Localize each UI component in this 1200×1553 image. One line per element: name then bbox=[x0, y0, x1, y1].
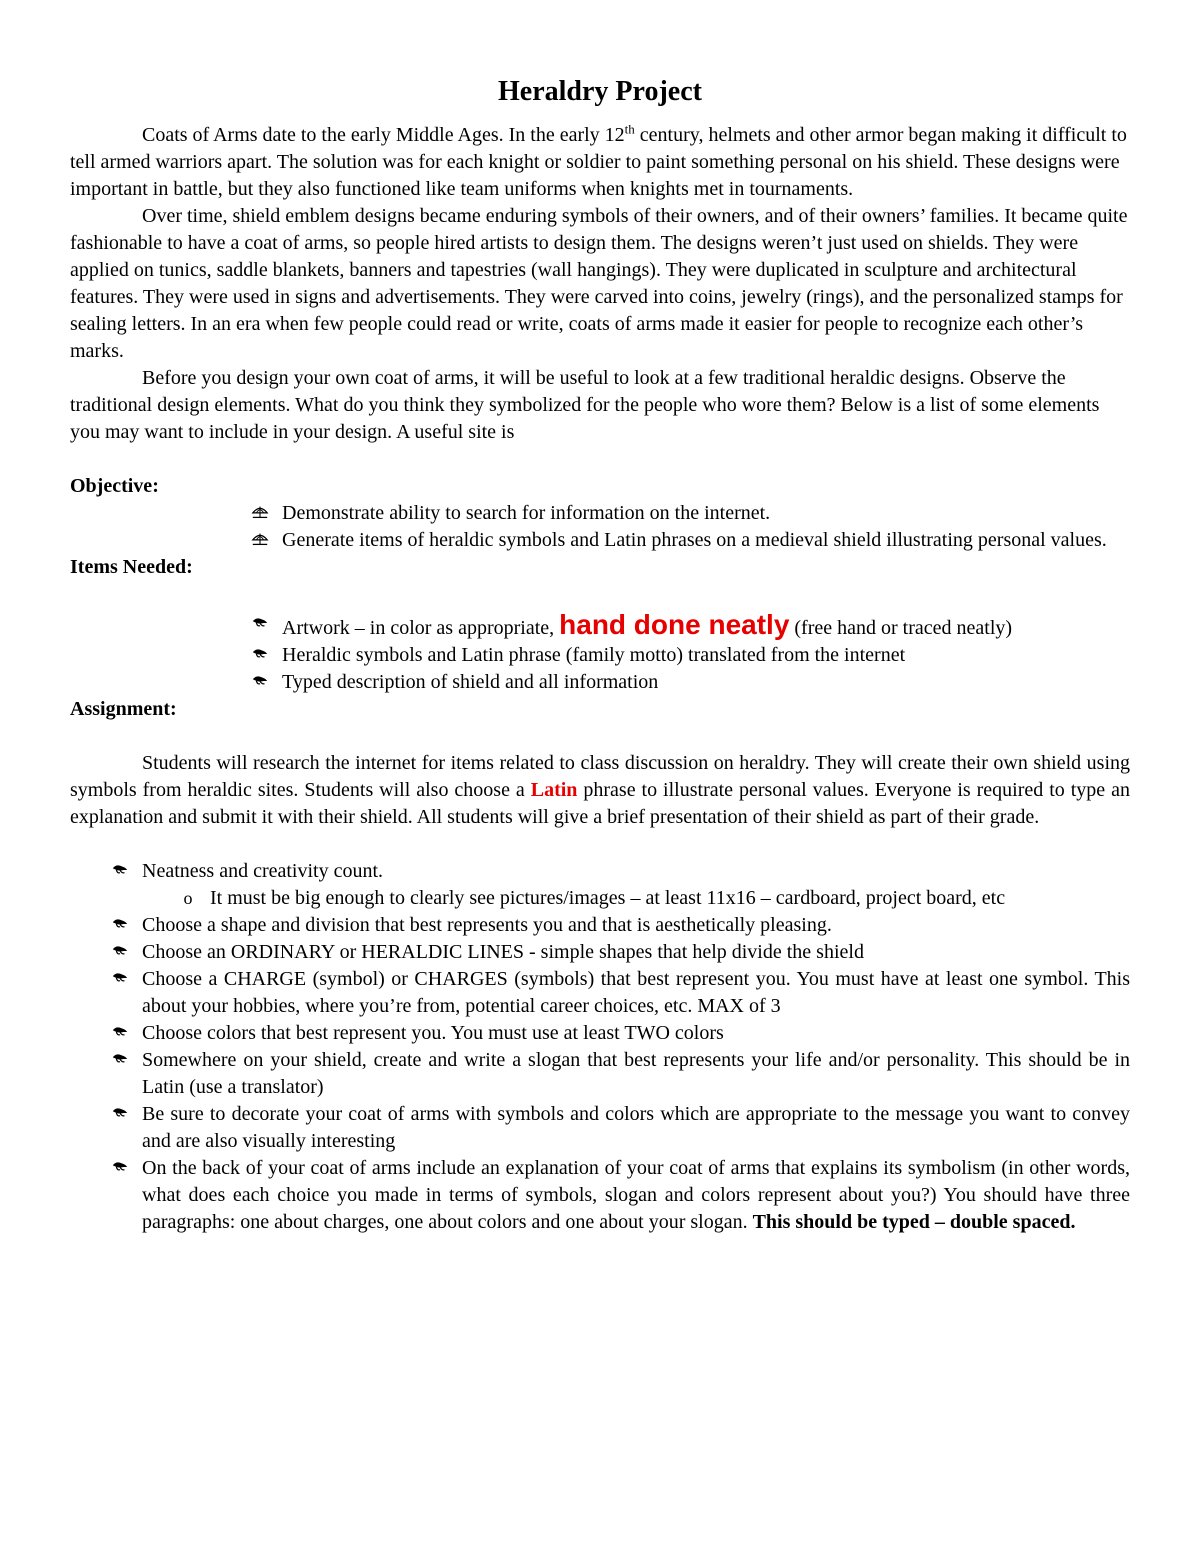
umbrella-icon bbox=[248, 527, 272, 554]
page-title: Heraldry Project bbox=[498, 76, 702, 107]
assignment-list bbox=[70, 858, 1130, 885]
list-item bbox=[70, 1047, 1130, 1101]
items-needed-heading: Items Needed: bbox=[70, 556, 193, 578]
objective-list bbox=[70, 500, 1130, 554]
mouse-icon bbox=[108, 858, 132, 885]
circle-bullet-icon: o bbox=[183, 888, 193, 908]
item-text: Artwork – in color as appropriate, bbox=[282, 617, 560, 639]
objective-item-text: Generate items of heraldic symbols and Latin phrases on a medieval shield illustrating personal values. bbox=[282, 529, 1107, 551]
list-item bbox=[70, 885, 1130, 912]
document-page bbox=[70, 70, 1130, 1236]
assignment-heading: Assignment: bbox=[70, 698, 177, 720]
umbrella-icon bbox=[248, 500, 272, 527]
list-item bbox=[70, 1020, 1130, 1047]
mouse-icon bbox=[108, 1047, 132, 1074]
intro-p1-text-cont: century, helmets and other armor began making it difficult to tell armed warriors apart. The solution was for each knight or soldier to paint something personal on his shield. These designs were important in battle, but they also functioned like team uniforms when knights met in tournaments. bbox=[70, 124, 1127, 200]
mouse-icon bbox=[248, 669, 272, 696]
bullet-text: Be sure to decorate your coat of arms with symbols and colors which are appropriate to the message you want to convey and are also visually interesting bbox=[142, 1103, 1130, 1152]
spacer bbox=[70, 446, 1130, 473]
highlight-text: Latin bbox=[530, 779, 578, 801]
intro-paragraph-3: Before you design your own coat of arms, it will be useful to look at a few traditional heraldic designs. Observe the traditional design elements. What do you think they symbolized for the people who wore them? Below is a list of some elements you may want to include in your design. A useful site is bbox=[70, 367, 1100, 443]
bold-text: This should be typed – double spaced. bbox=[752, 1211, 1076, 1233]
mouse-icon bbox=[108, 966, 132, 993]
bullet-text: Choose a shape and division that best represents you and that is aesthetically pleasing. bbox=[142, 914, 832, 936]
mouse-icon bbox=[108, 939, 132, 966]
list-item bbox=[70, 966, 1130, 1020]
list-item bbox=[70, 611, 1130, 642]
objective-item-text: Demonstrate ability to search for information on the internet. bbox=[282, 502, 771, 524]
intro-paragraph-1 bbox=[70, 122, 1130, 203]
assignment-sublist bbox=[70, 885, 1130, 912]
assignment-text-cont: phrase to illustrate personal values. Everyone is required to type an explanation and submit it with their shield. All students will give a brief presentation of their shield as part of their grade. bbox=[70, 779, 1130, 828]
mouse-icon bbox=[108, 1020, 132, 1047]
item-text-cont: (free hand or traced neatly) bbox=[789, 617, 1013, 639]
mouse-icon bbox=[108, 912, 132, 939]
bullet-text: Choose an ORDINARY or HERALDIC LINES - simple shapes that help divide the shield bbox=[142, 941, 864, 963]
items-needed-list bbox=[70, 611, 1130, 696]
mouse-icon bbox=[108, 1101, 132, 1128]
mouse-icon bbox=[248, 611, 272, 638]
mouse-icon bbox=[248, 642, 272, 669]
list-item bbox=[70, 1155, 1130, 1236]
list-item bbox=[70, 642, 1130, 669]
highlight-text: hand done neatly bbox=[559, 609, 790, 640]
list-item bbox=[70, 669, 1130, 696]
bullet-text: Somewhere on your shield, create and write a slogan that best represents your life and/or personality. This should be in Latin (use a translator) bbox=[142, 1049, 1130, 1098]
assignment-text: Students will research the internet for items related to class discussion on heraldry. They will create their own shield using symbols from heraldic sites. Students will also choose a bbox=[70, 752, 1130, 801]
assignment-list-cont bbox=[70, 912, 1130, 1236]
list-item bbox=[70, 912, 1130, 939]
list-item bbox=[70, 500, 1130, 527]
bullet-text: Neatness and creativity count. bbox=[142, 860, 384, 882]
assignment-paragraph bbox=[70, 750, 1130, 831]
bullet-text: Choose a CHARGE (symbol) or CHARGES (symbols) that best represent you. You must have at least one symbol. This about your hobbies, where you’re from, potential career choices, etc. MAX of 3 bbox=[142, 968, 1130, 1017]
spacer bbox=[70, 581, 1130, 608]
item-text: Heraldic symbols and Latin phrase (family motto) translated from the internet bbox=[282, 644, 906, 666]
bullet-text: On the back of your coat of arms include an explanation of your coat of arms that explains its symbolism (in other words, what does each choice you made in terms of symbols, slogan and colors represent about you?) You should have three paragraphs: one about charges, one about colors and one about your slogan. bbox=[142, 1157, 1130, 1233]
bullet-text: Choose colors that best represent you. You must use at least TWO colors bbox=[142, 1022, 724, 1044]
item-text: Typed description of shield and all information bbox=[282, 671, 659, 693]
spacer bbox=[70, 831, 1130, 858]
list-item bbox=[70, 939, 1130, 966]
bullet-text: It must be big enough to clearly see pictures/images – at least 11x16 – cardboard, project board, etc bbox=[210, 887, 1006, 909]
intro-p1-text: Coats of Arms date to the early Middle Ages. In the early 12 bbox=[142, 124, 625, 146]
list-item bbox=[70, 858, 1130, 885]
list-item bbox=[70, 527, 1130, 554]
intro-paragraph-2: Over time, shield emblem designs became enduring symbols of their owners, and of their owners’ families. It became quite fashionable to have a coat of arms, so people hired artists to design them. The designs weren’t just used on shields. They were applied on tunics, saddle blankets, banners and tapestries (wall hangings). They were duplicated in sculpture and architectural features. They were used in signs and advertisements. They were carved into coins, jewelry (rings), and the personalized stamps for sealing letters. In an era when few people could read or write, coats of arms made it easier for people to recognize each other’s marks. bbox=[70, 205, 1128, 362]
mouse-icon bbox=[108, 1155, 132, 1182]
spacer bbox=[70, 723, 1130, 750]
list-item bbox=[70, 1101, 1130, 1155]
superscript: th bbox=[624, 121, 635, 137]
objective-heading: Objective: bbox=[70, 475, 159, 497]
